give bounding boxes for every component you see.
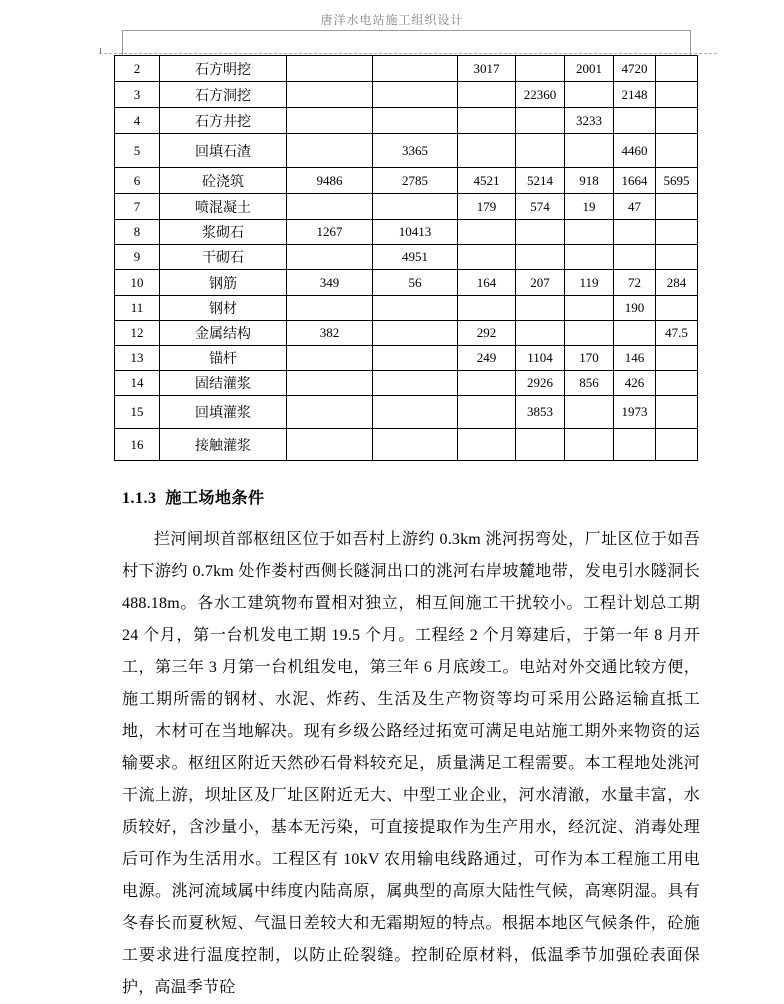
- row-number-cell: 9: [115, 245, 160, 270]
- value-cell: [656, 429, 698, 461]
- value-cell: [565, 429, 614, 461]
- table-row: [115, 321, 698, 346]
- value-cell: [516, 220, 565, 245]
- value-cell: [516, 321, 565, 346]
- value-cell: 284: [656, 270, 698, 296]
- value-cell: 4951: [373, 245, 458, 270]
- item-name-cell: 喷混凝土: [160, 194, 287, 220]
- value-cell: 164: [458, 270, 516, 296]
- value-cell: [656, 296, 698, 321]
- value-cell: 207: [516, 270, 565, 296]
- value-cell: 179: [458, 194, 516, 220]
- value-cell: [373, 346, 458, 371]
- value-cell: [458, 134, 516, 168]
- value-cell: [373, 108, 458, 134]
- value-cell: 2001: [565, 56, 614, 82]
- value-cell: [287, 56, 373, 82]
- value-cell: [565, 321, 614, 346]
- value-cell: [656, 245, 698, 270]
- value-cell: [516, 134, 565, 168]
- value-cell: [287, 346, 373, 371]
- quantities-table-body: [115, 56, 698, 461]
- item-name-cell: 钢材: [160, 296, 287, 321]
- value-cell: 2148: [614, 82, 656, 108]
- row-number-cell: 10: [115, 270, 160, 296]
- value-cell: 4521: [458, 168, 516, 194]
- value-cell: 918: [565, 168, 614, 194]
- table-row: [115, 245, 698, 270]
- value-cell: [287, 108, 373, 134]
- item-name-cell: 钢筋: [160, 270, 287, 296]
- value-cell: [287, 296, 373, 321]
- value-cell: 3853: [516, 396, 565, 429]
- item-name-cell: 回填灌浆: [160, 396, 287, 429]
- table-row: [115, 346, 698, 371]
- value-cell: 170: [565, 346, 614, 371]
- value-cell: [565, 134, 614, 168]
- row-number-cell: 16: [115, 429, 160, 461]
- value-cell: [373, 194, 458, 220]
- item-name-cell: 锚杆: [160, 346, 287, 371]
- value-cell: [287, 371, 373, 396]
- value-cell: [287, 194, 373, 220]
- header-underline-box: [122, 30, 691, 55]
- value-cell: [287, 245, 373, 270]
- row-number-cell: 6: [115, 168, 160, 194]
- value-cell: [458, 220, 516, 245]
- table-row: [115, 168, 698, 194]
- value-cell: [656, 134, 698, 168]
- value-cell: [614, 108, 656, 134]
- value-cell: [373, 396, 458, 429]
- value-cell: 2785: [373, 168, 458, 194]
- value-cell: 382: [287, 321, 373, 346]
- value-cell: 3365: [373, 134, 458, 168]
- value-cell: 119: [565, 270, 614, 296]
- table-row: [115, 82, 698, 108]
- table-row: [115, 296, 698, 321]
- value-cell: [656, 371, 698, 396]
- value-cell: [656, 56, 698, 82]
- value-cell: [516, 429, 565, 461]
- text-boundary-corner-tick: [100, 48, 101, 54]
- value-cell: 56: [373, 270, 458, 296]
- row-number-cell: 8: [115, 220, 160, 245]
- table-row: [115, 396, 698, 429]
- value-cell: [373, 429, 458, 461]
- item-name-cell: 砼浇筑: [160, 168, 287, 194]
- item-name-cell: 接触灌浆: [160, 429, 287, 461]
- value-cell: [287, 429, 373, 461]
- table-row: [115, 220, 698, 245]
- row-number-cell: 13: [115, 346, 160, 371]
- value-cell: [614, 245, 656, 270]
- row-number-cell: 12: [115, 321, 160, 346]
- value-cell: [516, 108, 565, 134]
- value-cell: [656, 82, 698, 108]
- value-cell: [458, 371, 516, 396]
- value-cell: [458, 429, 516, 461]
- value-cell: [516, 56, 565, 82]
- value-cell: 426: [614, 371, 656, 396]
- row-number-cell: 11: [115, 296, 160, 321]
- row-number-cell: 3: [115, 82, 160, 108]
- value-cell: [458, 396, 516, 429]
- value-cell: 3233: [565, 108, 614, 134]
- row-number-cell: 5: [115, 134, 160, 168]
- value-cell: 19: [565, 194, 614, 220]
- value-cell: 4720: [614, 56, 656, 82]
- value-cell: 10413: [373, 220, 458, 245]
- quantities-table: [114, 55, 698, 461]
- value-cell: [565, 82, 614, 108]
- value-cell: 4460: [614, 134, 656, 168]
- value-cell: [458, 296, 516, 321]
- body-paragraph: 拦河闸坝首部枢纽区位于如吾村上游约 0.3km 洮河拐弯处，厂址区位于如吾村下游约 0.7km 处作娄村西侧长隧洞出口的洮河右岸坡麓地带，发电引水隧洞长 488.18m。各水工建筑物布置相对独立，相互间施工干扰较小。工程计划总工期 24 个月，第一台机发电工期 19.5 个月。工程经 2 个月筹建后，于第一年 8 月开工，第三年 3 月第一台机组发电，第三年 6 月底竣工。电站对外交通比较方便，施工期所需的钢材、水泥、炸药、生活及生产物资等均可采用公路运输直抵工地，木材可在当地解决。现有乡级公路经过拓宽可满足电站施工期外来物资的运输要求。枢纽区附近天然砂石骨料较充足，质量满足工程需要。本工程地处洮河干流上游，坝址区及厂址区附近无大、中型工业企业，河水清澈，水量丰富，水质较好，含沙量小，基本无污染，可直接提取作为生产用水，经沉淀、消毒处理后可作为生活用水。工程区有 10kV 农用输电线路通过，可作为本工程施工用电电源。洮河流域属中纬度内陆高原，属典型的高原大陆性气候，高寒阴湿。具有冬春长而夏秋短、气温日差较大和无霜期短的特点。根据本地区气候条件，砼施工要求进行温度控制，以防止砼裂缝。控制砼原材料，低温季节加强砼表面保护，高温季节砼: [122, 531, 700, 996]
- value-cell: [565, 296, 614, 321]
- item-name-cell: 石方洞挖: [160, 82, 287, 108]
- value-cell: [287, 82, 373, 108]
- value-cell: [656, 346, 698, 371]
- value-cell: [458, 245, 516, 270]
- value-cell: 5214: [516, 168, 565, 194]
- item-name-cell: 固结灌浆: [160, 371, 287, 396]
- value-cell: 2926: [516, 371, 565, 396]
- value-cell: [656, 396, 698, 429]
- value-cell: [656, 220, 698, 245]
- value-cell: [373, 296, 458, 321]
- value-cell: 5695: [656, 168, 698, 194]
- table-row: [115, 371, 698, 396]
- value-cell: 574: [516, 194, 565, 220]
- value-cell: [458, 108, 516, 134]
- value-cell: [287, 134, 373, 168]
- table-row: [115, 108, 698, 134]
- item-name-cell: 石方明挖: [160, 56, 287, 82]
- item-name-cell: 金属结构: [160, 321, 287, 346]
- value-cell: 22360: [516, 82, 565, 108]
- value-cell: [373, 56, 458, 82]
- row-number-cell: 4: [115, 108, 160, 134]
- value-cell: [656, 194, 698, 220]
- value-cell: 1664: [614, 168, 656, 194]
- value-cell: 9486: [287, 168, 373, 194]
- table-row: [115, 270, 698, 296]
- value-cell: [516, 296, 565, 321]
- section-heading: 1.1.3 施工场地条件: [122, 490, 265, 507]
- value-cell: 146: [614, 346, 656, 371]
- item-name-cell: 回填石渣: [160, 134, 287, 168]
- value-cell: 47.5: [656, 321, 698, 346]
- value-cell: 856: [565, 371, 614, 396]
- row-number-cell: 7: [115, 194, 160, 220]
- document-header-title: 唐洋水电站施工组织设计: [320, 13, 464, 27]
- value-cell: [373, 321, 458, 346]
- value-cell: [614, 321, 656, 346]
- row-number-cell: 14: [115, 371, 160, 396]
- value-cell: [614, 220, 656, 245]
- value-cell: 47: [614, 194, 656, 220]
- table-row: [115, 429, 698, 461]
- value-cell: [565, 245, 614, 270]
- value-cell: [565, 220, 614, 245]
- value-cell: [287, 396, 373, 429]
- value-cell: 1973: [614, 396, 656, 429]
- value-cell: [373, 371, 458, 396]
- row-number-cell: 15: [115, 396, 160, 429]
- value-cell: [458, 82, 516, 108]
- value-cell: [373, 82, 458, 108]
- item-name-cell: 浆砌石: [160, 220, 287, 245]
- table-row: [115, 134, 698, 168]
- value-cell: [656, 108, 698, 134]
- value-cell: [516, 245, 565, 270]
- table-row: [115, 194, 698, 220]
- value-cell: 1267: [287, 220, 373, 245]
- item-name-cell: 干砌石: [160, 245, 287, 270]
- item-name-cell: 石方井挖: [160, 108, 287, 134]
- value-cell: [614, 429, 656, 461]
- value-cell: 292: [458, 321, 516, 346]
- value-cell: 3017: [458, 56, 516, 82]
- value-cell: 72: [614, 270, 656, 296]
- row-number-cell: 2: [115, 56, 160, 82]
- value-cell: [565, 396, 614, 429]
- text-boundary-dashed-line: [99, 53, 717, 54]
- table-row: [115, 56, 698, 82]
- value-cell: 1104: [516, 346, 565, 371]
- value-cell: 349: [287, 270, 373, 296]
- value-cell: 249: [458, 346, 516, 371]
- value-cell: 190: [614, 296, 656, 321]
